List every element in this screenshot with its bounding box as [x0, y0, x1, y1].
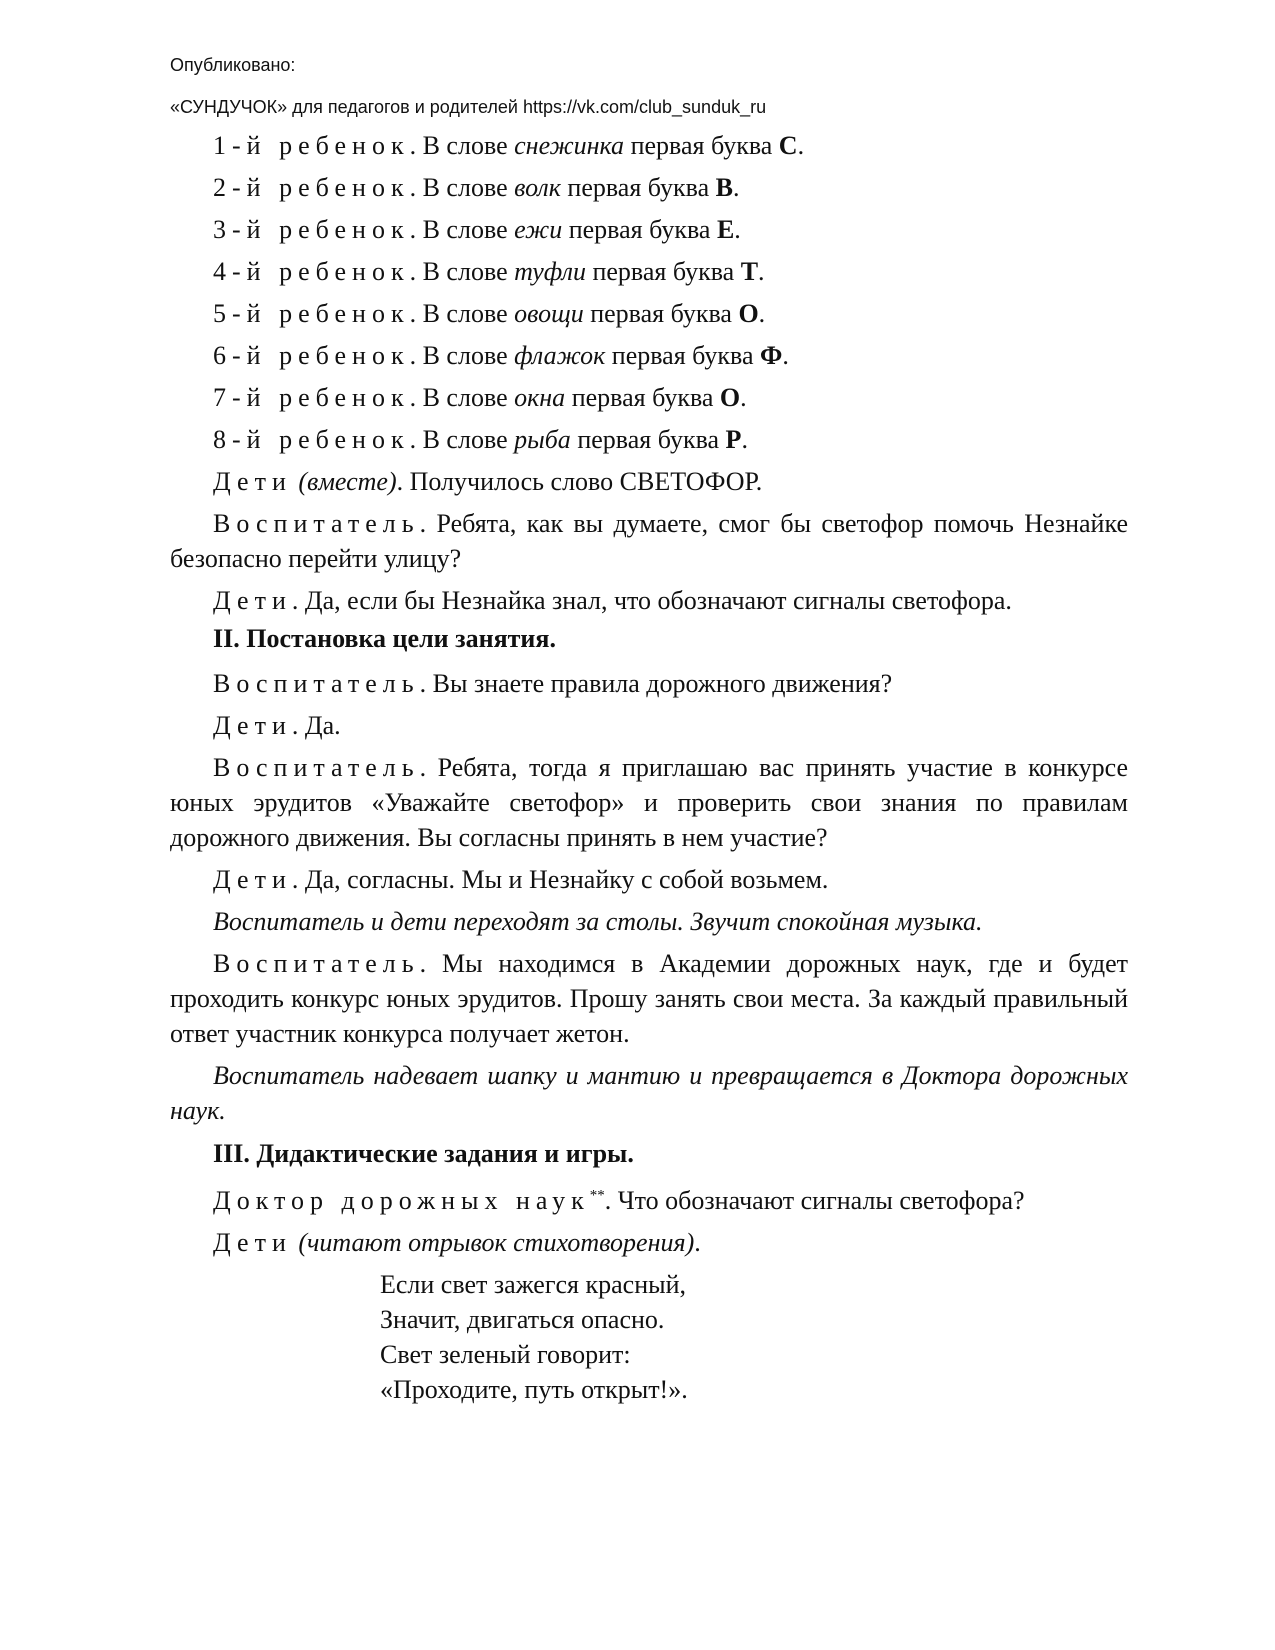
text-segment: . Да, если бы Незнайка знал, что обозначают сигналы светофора.	[291, 586, 1012, 615]
text-segment: Р	[725, 425, 742, 454]
text-segment: (вместе)	[298, 467, 397, 496]
speaker-name: Дети	[213, 865, 292, 894]
paragraph	[170, 708, 1128, 743]
text-segment: . Что обозначают сигналы светофора?	[604, 1186, 1025, 1215]
paragraph	[170, 296, 1128, 331]
text-segment: первая буква	[565, 383, 720, 412]
text-segment: II. Постановка цели занятия.	[213, 624, 556, 653]
text-segment: туфли	[514, 257, 586, 286]
text-segment: . Да.	[291, 711, 341, 740]
text-segment: . В слове	[409, 383, 515, 412]
paragraph	[170, 1183, 1128, 1218]
speaker-name: 1-й ребенок	[213, 131, 410, 160]
text-segment: III. Дидактические задания и игры.	[213, 1139, 634, 1168]
text-segment: .	[694, 1228, 701, 1257]
text-segment: снежинка	[514, 131, 625, 160]
text-segment: . В слове	[409, 299, 515, 328]
paragraph	[170, 750, 1128, 855]
speaker-name: Доктор дорожных наук	[213, 1186, 590, 1215]
text-segment: . Ребята, как вы думаете, смог бы светофор помочь Незнайке безопасно перейти улицу?	[170, 509, 1128, 573]
text-segment: .	[741, 425, 748, 454]
text-segment: О	[719, 383, 741, 412]
paragraph	[170, 946, 1128, 1051]
speaker-name: Воспитатель	[213, 753, 420, 782]
text-segment: . В слове	[409, 341, 515, 370]
text-segment: первая буква	[583, 299, 739, 328]
published-label: Опубликовано:	[170, 55, 296, 75]
text-segment: В	[715, 173, 733, 202]
poem	[380, 1267, 1128, 1407]
paragraph	[170, 464, 1128, 499]
text-segment: окна	[514, 383, 566, 412]
speaker-name: Воспитатель	[213, 669, 420, 698]
speaker-name: Дети	[213, 467, 292, 496]
paragraph	[170, 862, 1128, 897]
paragraph	[170, 422, 1128, 457]
paragraph	[170, 212, 1128, 247]
text-segment: Т	[740, 257, 759, 286]
speaker-name: Воспитатель	[213, 509, 420, 538]
page-header	[170, 44, 766, 128]
text-segment: О	[738, 299, 759, 328]
text-segment: флажок	[514, 341, 606, 370]
text-segment: . В слове	[409, 257, 515, 286]
text-segment: первая буква	[562, 215, 717, 244]
paragraph	[170, 583, 1128, 618]
paragraph	[170, 666, 1128, 701]
speaker-name: Дети	[213, 586, 292, 615]
text-segment: Е	[716, 215, 735, 244]
text-segment: . Мы находимся в Академии дорожных наук, где и будет проходить конкурс юных эрудитов. Прошу занять свои места. За каждый правильный ответ участник конкурса получает жетон.	[170, 949, 1128, 1048]
speaker-name: 7-й ребенок	[213, 383, 410, 412]
text-segment: первая буква	[585, 257, 741, 286]
speaker-name: Воспитатель	[213, 949, 420, 978]
text-segment: первая буква	[570, 425, 726, 454]
text-segment: . Вы знаете правила дорожного движения?	[419, 669, 893, 698]
paragraph	[170, 338, 1128, 373]
text-segment: овощи	[514, 299, 584, 328]
poem-line: Если свет зажегся красный,	[380, 1270, 687, 1299]
text-segment: . В слове	[409, 425, 515, 454]
section-heading	[170, 1136, 1128, 1171]
text-segment: . В слове	[409, 131, 515, 160]
text-segment: .	[740, 383, 747, 412]
text-segment: . Да, согласны. Мы и Незнайку с собой возьмем.	[291, 865, 829, 894]
text-segment: .	[734, 215, 741, 244]
speaker-name: 4-й ребенок	[213, 257, 410, 286]
text-segment: .	[782, 341, 789, 370]
text-segment: .	[758, 299, 766, 328]
speaker-name: 2-й ребенок	[213, 173, 410, 202]
paragraph	[170, 506, 1128, 576]
section-heading	[170, 621, 1128, 656]
paragraph	[170, 128, 1128, 163]
text-segment: . Получилось слово СВЕТОФОР.	[396, 467, 763, 496]
document-body	[170, 128, 1128, 1407]
text-segment: ежи	[514, 215, 563, 244]
source-line: «СУНДУЧОК» для педагогов и родителей https://vk.com/club_sunduk_ru	[170, 97, 767, 117]
poem-line: «Проходите, путь открыт!».	[380, 1375, 688, 1404]
text-segment: . Ребята, тогда я приглашаю вас принять участие в конкурсе юных эрудитов «Уважайте светофор» и проверить свои знания по правилам дорожного движения. Вы согласны принять в нем участие?	[170, 753, 1128, 852]
text-segment: . В слове	[409, 215, 515, 244]
speaker-name: Дети	[213, 1228, 292, 1257]
text-segment: рыба	[514, 425, 571, 454]
text-segment: С	[778, 131, 798, 160]
text-segment: (читают отрывок стихотворения)	[298, 1228, 695, 1257]
text-segment: первая буква	[605, 341, 761, 370]
speaker-name: 6-й ребенок	[213, 341, 410, 370]
text-segment: Воспитатель надевает шапку и мантию и превращается в Доктора дорожных наук.	[170, 1061, 1128, 1125]
poem-line: Значит, двигаться опасно.	[380, 1305, 665, 1334]
text-segment: первая буква	[624, 131, 779, 160]
text-segment: волк	[514, 173, 561, 202]
text-segment: первая буква	[560, 173, 716, 202]
text-segment: Воспитатель и дети переходят за столы. Звучит спокойная музыка.	[213, 907, 983, 936]
paragraph	[170, 380, 1128, 415]
text-segment: . В слове	[409, 173, 515, 202]
footnote-marker: **	[589, 1187, 605, 1204]
poem-line: Свет зеленый говорит:	[380, 1340, 631, 1369]
speaker-name: Дети	[213, 711, 292, 740]
speaker-name: 3-й ребенок	[213, 215, 410, 244]
paragraph	[170, 254, 1128, 289]
speaker-name: 5-й ребенок	[213, 299, 410, 328]
text-segment: .	[797, 131, 805, 160]
speaker-name: 8-й ребенок	[213, 425, 410, 454]
paragraph	[170, 1225, 1128, 1260]
paragraph	[170, 1058, 1128, 1128]
paragraph	[170, 904, 1128, 939]
paragraph	[170, 170, 1128, 205]
text-segment: Ф	[760, 341, 783, 370]
text-segment: .	[758, 257, 765, 286]
text-segment: .	[733, 173, 740, 202]
